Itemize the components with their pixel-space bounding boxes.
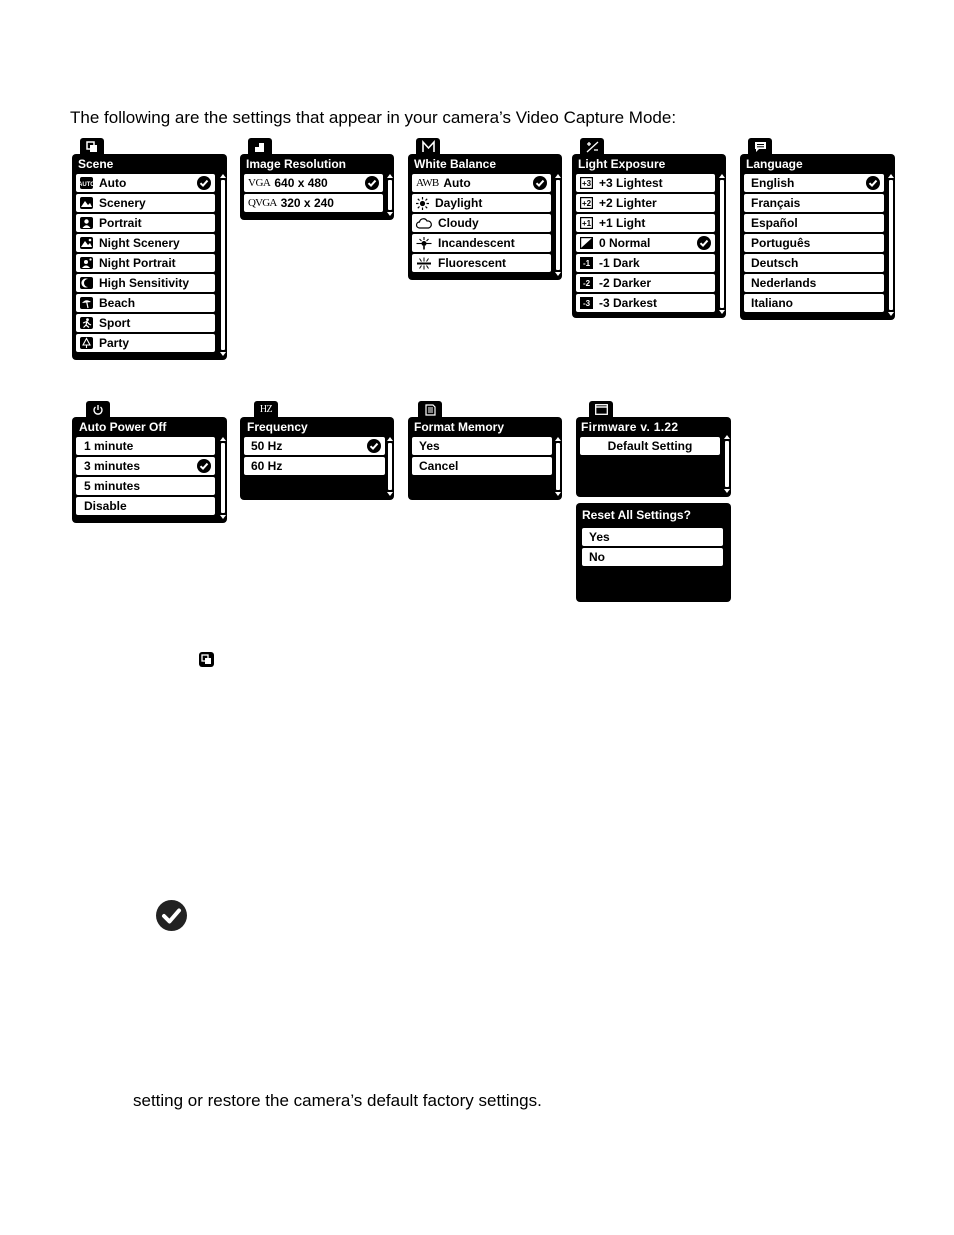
language-menu — [740, 138, 895, 320]
wb-item-auto[interactable] — [412, 174, 551, 192]
scene-icon — [86, 141, 98, 153]
light-exposure-tab — [580, 138, 604, 155]
beach-icon — [80, 297, 93, 310]
hz-icon: HZ — [259, 404, 273, 415]
language-item-francais[interactable] — [744, 194, 884, 212]
exposure-item-label: +3 Lightest — [599, 176, 663, 190]
exposure-item-plus1[interactable] — [576, 214, 715, 232]
scrollbar[interactable] — [388, 443, 392, 490]
svg-text:AUTO: AUTO — [78, 182, 95, 188]
scene-menu — [72, 138, 227, 360]
language-item-label: Français — [751, 196, 801, 210]
intro-text: The following are the settings that appear in your camera’s Video Capture Mode: — [70, 108, 677, 127]
wb-item-incandescent[interactable] — [412, 234, 551, 252]
svg-text:+3: +3 — [581, 179, 592, 188]
memory-card-icon — [425, 404, 436, 416]
language-item-label: Nederlands — [751, 276, 817, 290]
format-item-cancel[interactable] — [412, 457, 552, 475]
language-item-nederlands[interactable] — [744, 274, 884, 292]
selected-check-icon — [365, 176, 379, 190]
wb-item-label: Incandescent — [438, 236, 515, 250]
power-item-5-minutes[interactable] — [76, 477, 215, 495]
format-item-label: Cancel — [419, 459, 459, 473]
power-item-label: 5 minutes — [84, 479, 141, 493]
frequency-item-label: 50 Hz — [251, 439, 283, 453]
scroll-down-arrow[interactable] — [387, 212, 393, 216]
frequency-item-60hz[interactable] — [244, 457, 385, 475]
selected-check-icon — [197, 176, 211, 190]
exposure-icon — [586, 141, 599, 153]
scene-item-label: Party — [99, 336, 130, 350]
scene-item-label: High Sensitivity — [99, 276, 190, 290]
vga-badge: VGA — [248, 177, 271, 189]
power-icon — [92, 404, 104, 416]
exposure-item-minus1[interactable] — [576, 254, 715, 272]
resolution-item-label: 320 x 240 — [280, 196, 334, 210]
scene-item-night-portrait[interactable] — [76, 254, 215, 272]
scene-item-label: Night Scenery — [99, 236, 180, 250]
exposure-item-minus3[interactable] — [576, 294, 715, 312]
power-item-1-minute[interactable] — [76, 437, 215, 455]
scroll-down-arrow[interactable] — [220, 352, 226, 356]
auto-power-off-menu — [72, 401, 227, 523]
scene-title: Scene — [78, 157, 114, 171]
frequency-tab — [254, 401, 278, 418]
language-item-english[interactable] — [744, 174, 884, 192]
scroll-down-arrow[interactable] — [888, 312, 894, 316]
portrait-icon — [80, 217, 93, 230]
scene-item-label: Night Portrait — [99, 256, 176, 270]
power-item-disable[interactable] — [76, 497, 215, 515]
sun-icon — [416, 197, 429, 210]
selected-check-icon — [156, 900, 187, 931]
wb-item-label: Cloudy — [438, 216, 479, 230]
reset-no-button[interactable] — [582, 548, 723, 566]
scene-item-label: Auto — [99, 176, 127, 190]
svg-text:-2: -2 — [582, 279, 591, 288]
svg-text:+1: +1 — [581, 219, 592, 228]
selected-check-icon — [866, 176, 880, 190]
white-balance-icon — [422, 141, 435, 153]
scroll-down-arrow[interactable] — [719, 310, 725, 314]
svg-text:-3: -3 — [582, 299, 591, 308]
power-item-label: Disable — [84, 499, 127, 513]
default-setting-label: Default Setting — [607, 439, 693, 453]
wb-item-label: Fluorescent — [438, 256, 507, 270]
high-sensitivity-icon — [80, 277, 93, 290]
wb-item-cloudy[interactable] — [412, 214, 551, 232]
auto-power-off-tab — [86, 401, 110, 418]
exposure-item-label: -1 Dark — [599, 256, 640, 270]
reset-settings-dialog — [576, 503, 731, 602]
resolution-title: Image Resolution — [246, 157, 347, 171]
format-memory-menu — [408, 401, 562, 500]
scene-item-night-scenery[interactable] — [76, 234, 215, 252]
cloud-icon — [416, 217, 432, 230]
power-item-label: 3 minutes — [84, 459, 141, 473]
language-item-italiano[interactable] — [744, 294, 884, 312]
wb-item-label: Daylight — [435, 196, 483, 210]
exposure-plus1-icon — [580, 217, 593, 230]
exposure-item-label: -3 Darkest — [599, 296, 658, 310]
scene-item-sport[interactable] — [76, 314, 215, 332]
white-balance-title: White Balance — [414, 157, 497, 171]
scene-item-label: Beach — [99, 296, 136, 310]
scroll-down-arrow[interactable] — [555, 272, 561, 276]
scene-item-label: Portrait — [99, 216, 142, 230]
speech-bubble-icon — [754, 141, 767, 153]
format-memory-title: Format Memory — [414, 420, 505, 434]
language-item-label: Português — [751, 236, 811, 250]
exposure-normal-icon — [580, 237, 593, 250]
format-item-label: Yes — [419, 439, 440, 453]
exposure-item-plus2[interactable] — [576, 194, 715, 212]
wb-item-fluorescent[interactable] — [412, 254, 551, 272]
svg-text:+2: +2 — [581, 199, 592, 208]
language-item-portugues[interactable] — [744, 234, 884, 252]
exposure-item-label: 0 Normal — [599, 236, 651, 250]
exposure-plus3-icon — [580, 177, 593, 190]
exposure-item-label: -2 Darker — [599, 276, 652, 290]
language-item-label: Español — [751, 216, 798, 230]
scrollbar[interactable] — [388, 180, 392, 210]
scrollbar[interactable] — [221, 443, 225, 513]
white-balance-menu — [408, 138, 562, 280]
frequency-item-50hz[interactable] — [244, 437, 385, 455]
scene-item-beach[interactable] — [76, 294, 215, 312]
exposure-item-label: +1 Light — [599, 216, 646, 230]
exposure-minus3-icon — [580, 297, 593, 310]
language-item-label: Deutsch — [751, 256, 799, 270]
format-item-yes[interactable] — [412, 437, 552, 455]
firmware-menu — [576, 401, 731, 497]
firmware-tab — [589, 401, 613, 418]
scene-item-label: Scenery — [99, 196, 146, 210]
scroll-down-arrow[interactable] — [220, 515, 226, 519]
party-icon — [80, 337, 93, 350]
fluorescent-icon — [416, 257, 432, 270]
scroll-down-arrow[interactable] — [387, 492, 393, 496]
firmware-title: Firmware v. 1.22 — [581, 420, 679, 434]
scroll-up-arrow[interactable] — [724, 435, 730, 439]
frequency-title: Frequency — [247, 420, 308, 434]
image-resolution-menu — [240, 138, 394, 220]
window-icon — [595, 404, 608, 415]
format-memory-tab — [418, 401, 442, 418]
selected-check-icon — [533, 176, 547, 190]
scroll-up-arrow[interactable] — [719, 174, 725, 178]
night-portrait-icon — [80, 257, 93, 270]
light-exposure-title: Light Exposure — [578, 157, 666, 171]
resolution-item-qvga[interactable] — [244, 194, 383, 212]
language-item-deutsch[interactable] — [744, 254, 884, 272]
body-text: setting or restore the camera’s default factory settings. — [133, 1091, 542, 1110]
exposure-item-minus2[interactable] — [576, 274, 715, 292]
exposure-minus1-icon — [580, 257, 593, 270]
language-item-label: English — [751, 176, 795, 190]
selected-check-icon — [697, 236, 711, 250]
reset-item-label: Yes — [589, 530, 610, 544]
scroll-up-arrow[interactable] — [888, 174, 894, 178]
scroll-up-arrow[interactable] — [220, 174, 226, 178]
scenery-icon — [80, 197, 93, 210]
power-item-3-minutes[interactable] — [76, 457, 215, 475]
svg-text:-1: -1 — [582, 259, 591, 268]
scene-tab — [80, 138, 104, 155]
scene-item-auto[interactable] — [76, 174, 215, 192]
wb-item-daylight[interactable] — [412, 194, 551, 212]
scene-icon — [199, 652, 214, 667]
auto-power-off-title: Auto Power Off — [79, 420, 167, 434]
exposure-plus2-icon — [580, 197, 593, 210]
incandescent-icon — [416, 237, 432, 250]
auto-mode-icon — [80, 177, 93, 190]
language-title: Language — [746, 157, 803, 171]
scrollbar[interactable] — [556, 180, 560, 270]
exposure-item-normal[interactable] — [576, 234, 715, 252]
selected-check-icon — [197, 459, 211, 473]
scrollbar[interactable] — [720, 180, 724, 308]
language-tab — [748, 138, 772, 155]
reset-title: Reset All Settings? — [582, 508, 691, 522]
power-item-label: 1 minute — [84, 439, 134, 453]
sport-icon — [80, 317, 93, 330]
scroll-up-arrow[interactable] — [220, 437, 226, 441]
qvga-badge: QVGA — [248, 197, 277, 209]
scroll-up-arrow[interactable] — [387, 437, 393, 441]
scroll-up-arrow[interactable] — [555, 437, 561, 441]
selected-check-icon — [367, 439, 381, 453]
scrollbar[interactable] — [556, 443, 560, 490]
scrollbar[interactable] — [725, 441, 729, 487]
frequency-item-label: 60 Hz — [251, 459, 283, 473]
resolution-item-label: 640 x 480 — [274, 176, 328, 190]
awb-badge: AWB — [416, 177, 439, 189]
scene-item-scenery[interactable] — [76, 194, 215, 212]
scene-item-high-sensitivity[interactable] — [76, 274, 215, 292]
exposure-item-label: +2 Lighter — [599, 196, 657, 210]
default-setting-button[interactable] — [580, 437, 720, 455]
wb-item-label: Auto — [443, 176, 471, 190]
resolution-tab — [248, 138, 272, 155]
scrollbar[interactable] — [221, 180, 225, 350]
frequency-menu — [240, 401, 394, 500]
scroll-down-arrow[interactable] — [555, 492, 561, 496]
white-balance-tab — [416, 138, 440, 155]
scene-item-portrait[interactable] — [76, 214, 215, 232]
resolution-icon — [254, 141, 266, 153]
scene-item-party[interactable] — [76, 334, 215, 352]
scrollbar[interactable] — [889, 180, 893, 310]
scroll-up-arrow[interactable] — [387, 174, 393, 178]
scroll-down-arrow[interactable] — [724, 489, 730, 493]
night-scenery-icon — [80, 237, 93, 250]
language-item-label: Italiano — [751, 296, 794, 310]
exposure-minus2-icon — [580, 277, 593, 290]
scene-item-label: Sport — [99, 316, 131, 330]
resolution-item-vga[interactable] — [244, 174, 383, 192]
scroll-up-arrow[interactable] — [555, 174, 561, 178]
light-exposure-menu — [572, 138, 726, 318]
reset-item-label: No — [589, 550, 605, 564]
exposure-item-plus3[interactable] — [576, 174, 715, 192]
reset-yes-button[interactable] — [582, 528, 723, 546]
language-item-espanol[interactable] — [744, 214, 884, 232]
